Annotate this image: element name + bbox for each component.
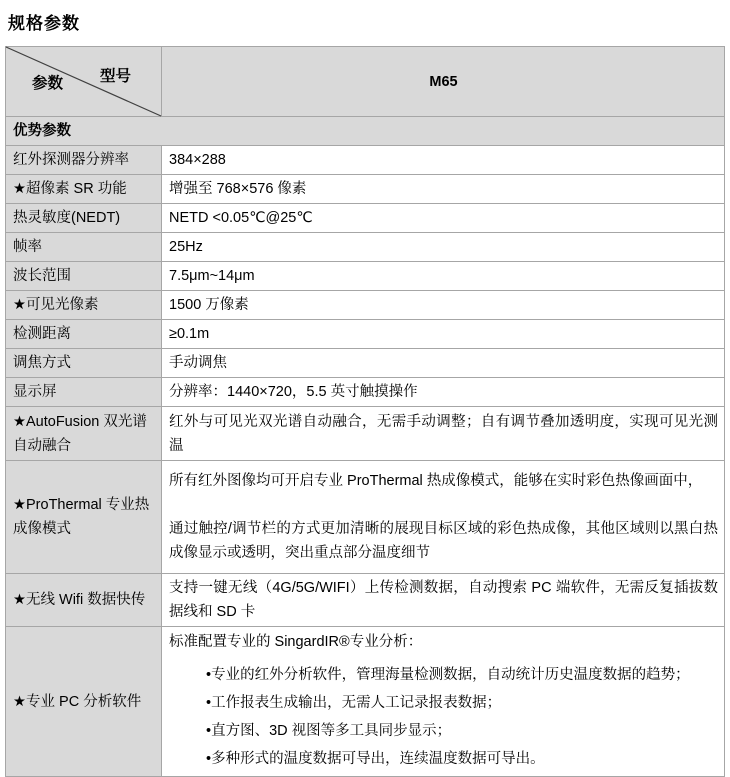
row-label: ★超像素 SR 功能 bbox=[6, 175, 162, 204]
table-row bbox=[6, 233, 725, 262]
prothermal-paragraph: 所有红外图像均可开启专业 ProThermal 热成像模式，能够在实时彩色热像画面中， bbox=[169, 473, 703, 489]
diagonal-line bbox=[6, 47, 161, 116]
table-row bbox=[6, 204, 725, 233]
row-value: 手动调焦 bbox=[162, 349, 725, 378]
row-label: ★专业 PC 分析软件 bbox=[6, 627, 162, 777]
bullet-item: • 工作报表生成输出，无需人工记录报表数据； bbox=[206, 689, 718, 717]
row-label: 波长范围 bbox=[6, 262, 162, 291]
row-label: 显示屏 bbox=[6, 378, 162, 407]
row-value: ≥0.1m bbox=[162, 320, 725, 349]
table-row-wifi bbox=[6, 574, 725, 627]
table-row bbox=[6, 175, 725, 204]
section-header: 优势参数 bbox=[6, 117, 725, 146]
row-value: 384×288 bbox=[162, 146, 725, 175]
row-label: ★ProThermal 专业热成像模式 bbox=[6, 461, 162, 574]
pc-software-bullet-list bbox=[169, 661, 718, 773]
header-param-label: 参数 bbox=[32, 75, 64, 92]
bullet-item: • 直方图、3D 视图等多工具同步显示； bbox=[206, 717, 718, 745]
prothermal-paragraph: 通过触控/调节栏的方式更加清晰的展现目标区域的彩色热成像，其他区域则以黑白热成像显示或透明，突出重点部分温度细节 bbox=[169, 521, 718, 561]
row-value bbox=[162, 627, 725, 777]
row-label: 检测距离 bbox=[6, 320, 162, 349]
row-value: 1500 万像素 bbox=[162, 291, 725, 320]
table-row bbox=[6, 262, 725, 291]
row-value: 7.5μm~14μm bbox=[162, 262, 725, 291]
row-label: ★无线 Wifi 数据快传 bbox=[6, 574, 162, 627]
table-row bbox=[6, 146, 725, 175]
row-value: NETD <0.05℃@25℃ bbox=[162, 204, 725, 233]
row-value: 增强至 768×576 像素 bbox=[162, 175, 725, 204]
row-value: 红外与可见光双光谱自动融合，无需手动调整；自有调节叠加透明度，实现可见光测温 bbox=[162, 407, 725, 461]
table-header-row bbox=[6, 47, 725, 117]
table-row bbox=[6, 291, 725, 320]
row-label: ★可见光像素 bbox=[6, 291, 162, 320]
row-value: 25Hz bbox=[162, 233, 725, 262]
row-label: 红外探测器分辨率 bbox=[6, 146, 162, 175]
pc-software-intro: 标准配置专业的 SingardIR®专业分析： bbox=[169, 634, 423, 650]
table-row bbox=[6, 320, 725, 349]
spec-table bbox=[5, 46, 725, 777]
table-row-autofusion bbox=[6, 407, 725, 461]
row-value bbox=[162, 461, 725, 574]
section-header-row bbox=[6, 117, 725, 146]
page-title: 规格参数 bbox=[8, 14, 80, 33]
table-row bbox=[6, 378, 725, 407]
bullet-item: • 多种形式的温度数据可导出，连续温度数据可导出。 bbox=[206, 745, 718, 773]
diagonal-header-cell bbox=[6, 47, 162, 117]
row-value: 支持一键无线（4G/5G/WIFI）上传检测数据，自动搜索 PC 端软件，无需反复插拔数据线和 SD 卡 bbox=[162, 574, 725, 627]
bullet-item: • 专业的红外分析软件，管理海量检测数据，自动统计历史温度数据的趋势； bbox=[206, 661, 718, 689]
table-row-pc-software bbox=[6, 627, 725, 777]
header-model-value: M65 bbox=[162, 47, 725, 117]
row-label: 帧率 bbox=[6, 233, 162, 262]
row-value: 分辨率：1440×720，5.5 英寸触摸操作 bbox=[162, 378, 725, 407]
row-label: 调焦方式 bbox=[6, 349, 162, 378]
header-model-label: 型号 bbox=[100, 68, 132, 85]
row-label: 热灵敏度(NEDT) bbox=[6, 204, 162, 233]
table-row-prothermal bbox=[6, 461, 725, 574]
table-row bbox=[6, 349, 725, 378]
row-label: ★AutoFusion 双光谱自动融合 bbox=[6, 407, 162, 461]
